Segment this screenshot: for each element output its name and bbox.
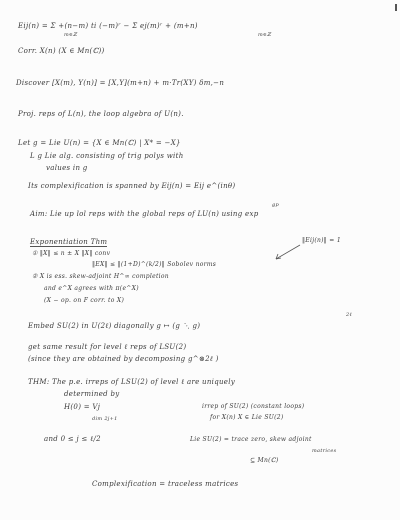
line-same-result: get same result for level ℓ reps of LSU(2) [28,343,187,351]
thm-item-2b: and e^X agrees with π(e^X) [44,285,139,292]
norm-note: ‖Eij(n)‖ = 1 [302,237,341,244]
line-thm: THM: The p.e. irreps of LSU(2) of level ℓ are uniquely [28,378,236,386]
line-embed: Embed SU(2) in U(2ℓ) diagonally g ↦ (g ⋱ g) [28,322,201,330]
line-correspondence: Corr. X(n) (X ∈ Mn(ℂ)) [18,47,105,55]
line-determined: determined by [64,390,120,398]
line-complexification-final: Complexification = traceless matrices [92,480,239,488]
line-dim: dim 2j+1 [92,416,118,422]
page-corner-mark [395,4,397,11]
sum-index-a: m∈ℤ [64,32,77,38]
thm-item-1b: ‖EX‖ ≤ ‖(1+D)^(k/2)‖ Sobolev norms [92,261,217,268]
line-subset: ⊆ Mn(ℂ) [250,457,279,464]
arrow-icon [272,243,302,263]
line-proj-reps: Proj. reps of L(n), the loop algebra of U(n). [18,110,184,118]
line-aim: Aim: Lie up lol reps with the global reps of LU(n) using exp [30,210,259,218]
line-complexification: Its complexification is spanned by Eij(n) = Eij e^(inθ) [28,182,236,190]
line-h0: H(0) = Vj [64,403,101,411]
line-for-x: for X(n) X ∈ Lie SU(2) [210,414,284,421]
gp-superscript: gp [272,202,280,208]
sum-index-b: m∈ℤ [258,32,271,38]
line-matrices: matrices [312,448,337,454]
line-values: values in g [46,164,88,172]
embed-superscript: 2ℓ [346,312,352,318]
line-let-g: Let g = Lie U(n) = {X ∈ Mn(ℂ) | X* = −X} [18,139,181,147]
line-irrep: irrep of SU(2) (constant loops) [202,403,305,410]
line-discover: Discover [X(m), Y(n)] = [X,Y](m+n) + m·Tr(XY) δm,−n [16,79,225,87]
line-eij-definition: Eij(n) = Σ +(n−m) ti (−m)ʳ − Σ ej(m)ʳ + (m+n) [18,22,198,30]
thm-item-2: ② X is ess. skew-adjoint H^∞ completion [32,273,169,280]
line-lg-def: L g Lie alg. consisting of trig polys with [30,152,184,160]
heading-exponentiation-thm: Exponentiation Thm [30,238,108,246]
thm-item-1: ① ‖X‖ ≤ n ± X ‖X‖ conv [32,250,111,257]
line-range-j: and 0 ≤ j ≤ ℓ/2 [44,435,101,443]
line-since: (since they are obtained by decomposing g^⊗2ℓ ) [28,355,219,363]
thm-item-2c: (X − op. on F corr. to X) [44,297,125,304]
line-lie-su2: Lie SU(2) = trace zero, skew adjoint [190,436,312,443]
